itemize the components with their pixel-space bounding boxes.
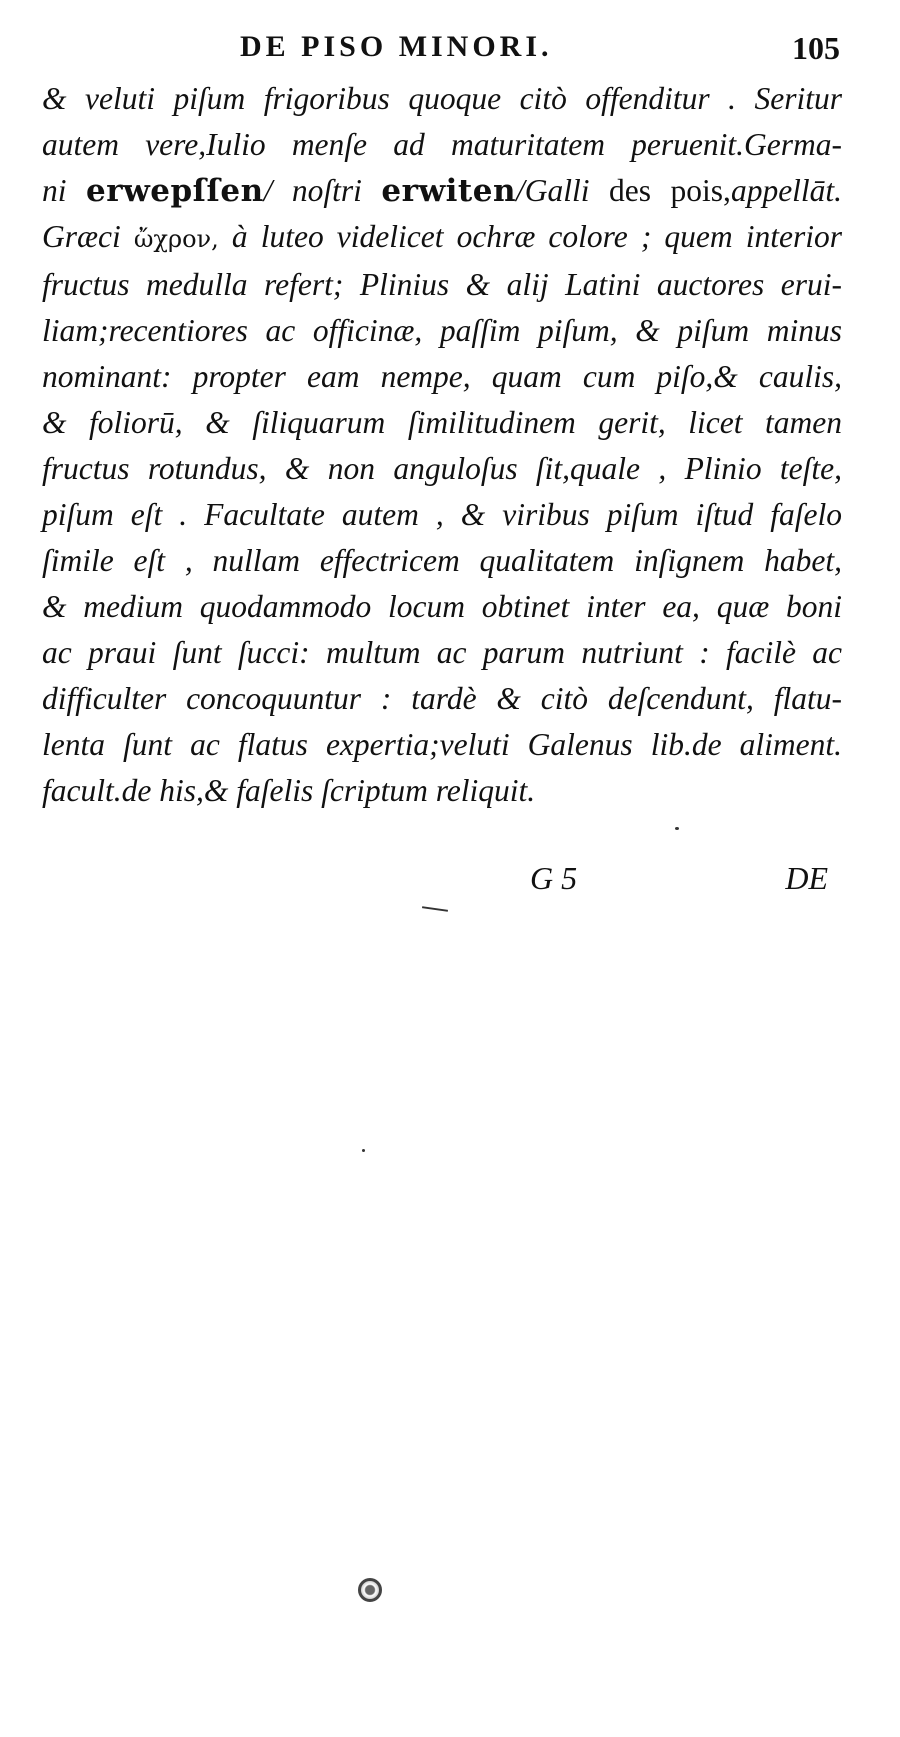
text-line: autem vere,Iulio menſe ad maturitatem peruenit.Germa- <box>42 127 842 162</box>
blackletter-word: erwiten <box>381 173 517 209</box>
greek-word: ὤχρον, <box>133 225 219 253</box>
text-fragment: appellāt. <box>730 173 843 208</box>
text-fragment: à luteo videlicet ochræ colore ; quem interior <box>231 219 843 254</box>
blackletter-word: erwepſſen <box>86 173 264 209</box>
text-line: ac praui ſunt ſucci: multum ac parum nutriunt : facilè ac <box>42 635 842 670</box>
text-line: fructus medulla refert; Plinius & alij Latini auctores erui- <box>42 267 842 302</box>
text-line: ſimile eſt , nullam effectricem qualitatem inſignem habet, <box>42 543 842 578</box>
text-line: & foliorū, & ſiliquarum ſimilitudinem gerit, licet tamen <box>42 405 842 440</box>
text-line <box>42 168 842 214</box>
signature-mark: G 5 <box>530 860 578 896</box>
ink-speck <box>675 827 679 830</box>
page-number: 105 <box>792 30 840 66</box>
text-fragment: / noſtri <box>263 173 362 208</box>
text-fragment: /Galli <box>516 173 590 208</box>
paper-stain <box>358 1578 382 1602</box>
text-line: nominant: propter eam nempe, quam cum piſo,& caulis, <box>42 359 842 394</box>
text-line: & veluti piſum frigoribus quoque citò offenditur . Seritur <box>42 81 842 116</box>
ink-mark <box>422 906 448 912</box>
roman-word: des pois, <box>609 173 731 208</box>
running-head: DE PISO MINORI. <box>240 30 553 63</box>
catchword: DE <box>785 860 828 896</box>
text-line: fructus rotundus, & non anguloſus ſit,quale , Plinio teſte, <box>42 451 842 486</box>
text-line: piſum eſt . Facultate autem , & viribus piſum iſtud faſelo <box>42 497 842 532</box>
text-line: liam;recentiores ac officinæ, paſſim piſum, & piſum minus <box>42 313 842 348</box>
text-line: facult.de his,& faſelis ſcriptum reliquit. <box>42 773 536 808</box>
text-line: & medium quodammodo locum obtinet inter ea, quæ boni <box>42 589 842 624</box>
text-line: difficulter concoquuntur : tardè & citò deſcendunt, flatu- <box>42 681 842 716</box>
ink-speck <box>362 1149 365 1152</box>
text-line <box>42 214 842 262</box>
body-text <box>42 76 842 814</box>
text-fragment: Græci <box>42 219 121 254</box>
text-line: lenta ſunt ac flatus expertia;veluti Galenus lib.de aliment. <box>42 727 842 762</box>
text-fragment: ni <box>42 173 67 208</box>
